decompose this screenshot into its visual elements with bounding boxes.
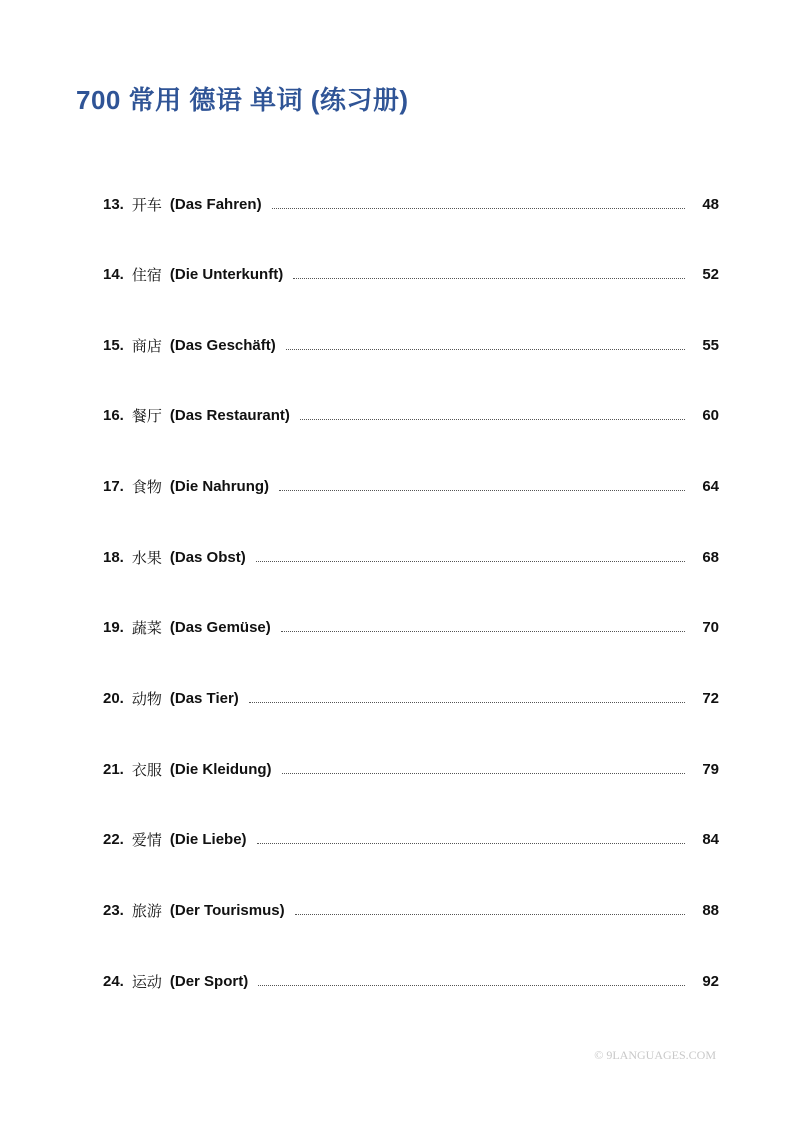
dot-leader xyxy=(281,631,685,632)
toc-entry-chinese-title: 动物 xyxy=(131,690,162,708)
toc-entry-page-number: 48 xyxy=(702,195,719,213)
copyright-watermark: © 9LANGUAGES.COM xyxy=(594,1048,716,1062)
toc-entry-number: 24. xyxy=(103,972,124,990)
toc-entry-chinese-title: 餐厅 xyxy=(131,407,162,425)
toc-entry-page-number: 72 xyxy=(702,689,719,707)
toc-entry[interactable] xyxy=(103,331,719,359)
toc-entry-german-title: (Der Sport) xyxy=(169,972,249,990)
toc-entry-german-title: (Die Kleidung) xyxy=(169,760,272,778)
toc-entry-german-title: (Die Nahrung) xyxy=(169,477,270,495)
toc-entry-german-title: (Die Unterkunft) xyxy=(169,265,284,283)
toc-entry-page-number: 68 xyxy=(702,548,719,566)
toc-entry[interactable] xyxy=(103,260,719,288)
toc-entry-number: 21. xyxy=(103,760,124,778)
toc-entry-page-number: 64 xyxy=(702,477,719,495)
toc-entry-page-number: 70 xyxy=(702,618,719,636)
toc-entry[interactable] xyxy=(103,543,719,571)
toc-entry[interactable] xyxy=(103,825,719,853)
dot-leader xyxy=(293,278,685,279)
toc-entry-chinese-title: 食物 xyxy=(131,478,162,496)
dot-leader xyxy=(279,490,685,491)
toc-entry-number: 22. xyxy=(103,830,124,848)
toc-entry-german-title: (Das Gemüse) xyxy=(169,618,271,636)
dot-leader xyxy=(249,702,685,703)
toc-entry[interactable] xyxy=(103,896,719,924)
toc-entry[interactable] xyxy=(103,472,719,500)
dot-leader xyxy=(282,773,685,774)
toc-entry-chinese-title: 旅游 xyxy=(131,902,162,920)
toc-entry[interactable] xyxy=(103,755,719,783)
toc-entry-chinese-title: 开车 xyxy=(131,196,162,214)
toc-entry-page-number: 55 xyxy=(702,336,719,354)
toc-entry-page-number: 92 xyxy=(702,972,719,990)
toc-entry-number: 13. xyxy=(103,195,124,213)
toc-entry[interactable] xyxy=(103,967,719,995)
toc-entry-chinese-title: 爱情 xyxy=(131,831,162,849)
toc-entry-page-number: 52 xyxy=(702,265,719,283)
toc-entry-page-number: 88 xyxy=(702,901,719,919)
dot-leader xyxy=(257,843,685,844)
toc-entry-chinese-title: 住宿 xyxy=(131,266,162,284)
toc-entry-german-title: (Das Obst) xyxy=(169,548,246,566)
toc-entry-german-title: (Das Fahren) xyxy=(169,195,262,213)
toc-entry-german-title: (Der Tourismus) xyxy=(169,901,285,919)
toc-entry[interactable] xyxy=(103,190,719,218)
toc-entry-number: 23. xyxy=(103,901,124,919)
dot-leader xyxy=(300,419,685,420)
toc-entry-german-title: (Das Tier) xyxy=(169,689,239,707)
toc-entry-page-number: 60 xyxy=(702,406,719,424)
toc-entry-number: 16. xyxy=(103,406,124,424)
toc-entry[interactable] xyxy=(103,613,719,641)
dot-leader xyxy=(286,349,685,350)
dot-leader xyxy=(256,561,685,562)
toc-entry-page-number: 79 xyxy=(702,760,719,778)
toc-entry-german-title: (Das Geschäft) xyxy=(169,336,276,354)
toc-entry-number: 15. xyxy=(103,336,124,354)
toc-entry-chinese-title: 蔬菜 xyxy=(131,619,162,637)
toc-entry-number: 17. xyxy=(103,477,124,495)
toc-entry-chinese-title: 商店 xyxy=(131,337,162,355)
toc-entry-page-number: 84 xyxy=(702,830,719,848)
dot-leader xyxy=(258,985,685,986)
toc-entry[interactable] xyxy=(103,401,719,429)
toc-entry-number: 19. xyxy=(103,618,124,636)
toc-entry-chinese-title: 衣服 xyxy=(131,761,162,779)
toc-entry-number: 18. xyxy=(103,548,124,566)
dot-leader xyxy=(295,914,685,915)
toc-entry[interactable] xyxy=(103,684,719,712)
toc-entry-chinese-title: 运动 xyxy=(131,973,162,991)
toc-entry-german-title: (Die Liebe) xyxy=(169,830,247,848)
page-title: 700 常用 德语 单词 (练习册) xyxy=(76,85,409,115)
toc-entry-chinese-title: 水果 xyxy=(131,549,162,567)
toc-entry-german-title: (Das Restaurant) xyxy=(169,406,290,424)
dot-leader xyxy=(272,208,685,209)
toc-entry-number: 14. xyxy=(103,265,124,283)
toc-entry-number: 20. xyxy=(103,689,124,707)
